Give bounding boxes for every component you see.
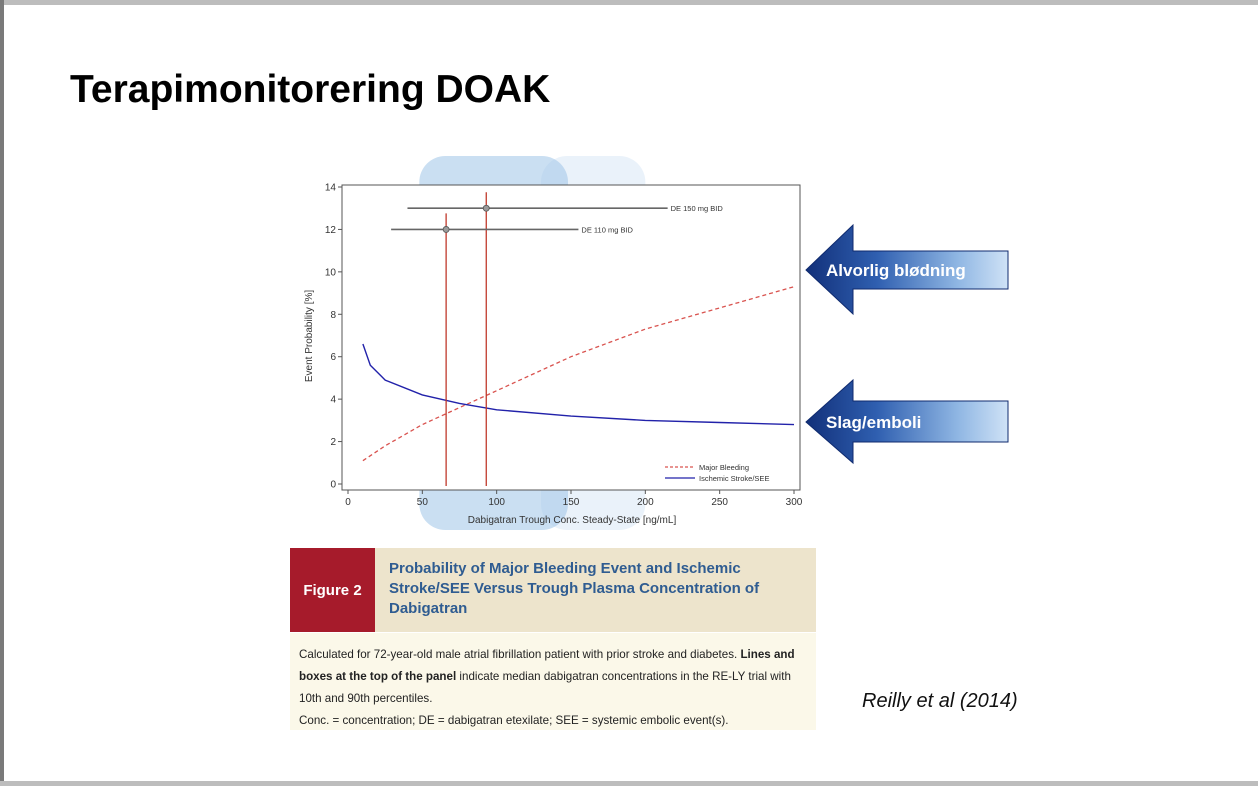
x-tick-label: 300 (785, 497, 803, 508)
legend-label-stroke: Ischemic Stroke/SEE (699, 474, 770, 483)
caption-bold: Lines and boxes at the top of the panel (299, 648, 795, 683)
y-tick-label: 0 (330, 479, 336, 491)
y-tick-label: 6 (330, 352, 336, 364)
callout-stroke (806, 380, 1008, 463)
x-tick-label: 150 (562, 497, 580, 508)
legend-label-bleeding: Major Bleeding (699, 463, 750, 472)
x-tick-label: 250 (711, 497, 729, 508)
y-tick-label: 4 (330, 394, 336, 406)
y-tick-label: 2 (330, 437, 336, 449)
figure-title: Probability of Major Bleeding Event and Ischemic Stroke/SEE Versus Trough Plasma Concentration of Dabigatran (389, 560, 760, 617)
caption-rest: indicate median dabigatran concentrations in the RE-LY trial with 10th and 90th percentiles. (299, 670, 791, 705)
callout-stroke-label: Slag/emboli (826, 413, 922, 432)
figure-caption-text (299, 644, 811, 732)
dose-marker-label: DE 150 mg BID (670, 204, 723, 214)
x-tick-label: 100 (488, 497, 506, 508)
citation: Reilly et al (2014) (862, 690, 1018, 712)
caption-abbrev: Conc. = concentration; DE = dabigatran etexilate; SEE = systemic embolic event(s). (299, 714, 729, 727)
y-tick-label: 10 (324, 267, 336, 279)
y-tick-label: 12 (324, 224, 336, 236)
callout-bleeding (806, 225, 1008, 314)
figure-label: Figure 2 (290, 548, 375, 632)
slide-title: Terapimonitorering DOAK (70, 68, 551, 111)
y-tick-label: 8 (330, 309, 336, 321)
y-tick-label: 14 (324, 182, 336, 194)
caption-lead: Calculated for 72-year-old male atrial fibrillation patient with prior stroke and diabetes. (299, 648, 738, 661)
x-tick-label: 50 (416, 497, 428, 508)
x-axis-label: Dabigatran Trough Conc. Steady-State [ng/mL] (467, 515, 677, 526)
figure-caption (290, 633, 816, 730)
y-axis-label: Event Probability [%] (304, 289, 315, 383)
dose-marker-median-point (443, 226, 449, 232)
x-tick-label: 0 (345, 497, 351, 508)
dose-marker-median-point (483, 205, 489, 211)
x-tick-label: 200 (636, 497, 654, 508)
plot-frame (342, 185, 800, 490)
callout-bleeding-label: Alvorlig blødning (826, 261, 966, 280)
dose-marker-label: DE 110 mg BID (581, 225, 633, 235)
figure-header (290, 548, 816, 632)
